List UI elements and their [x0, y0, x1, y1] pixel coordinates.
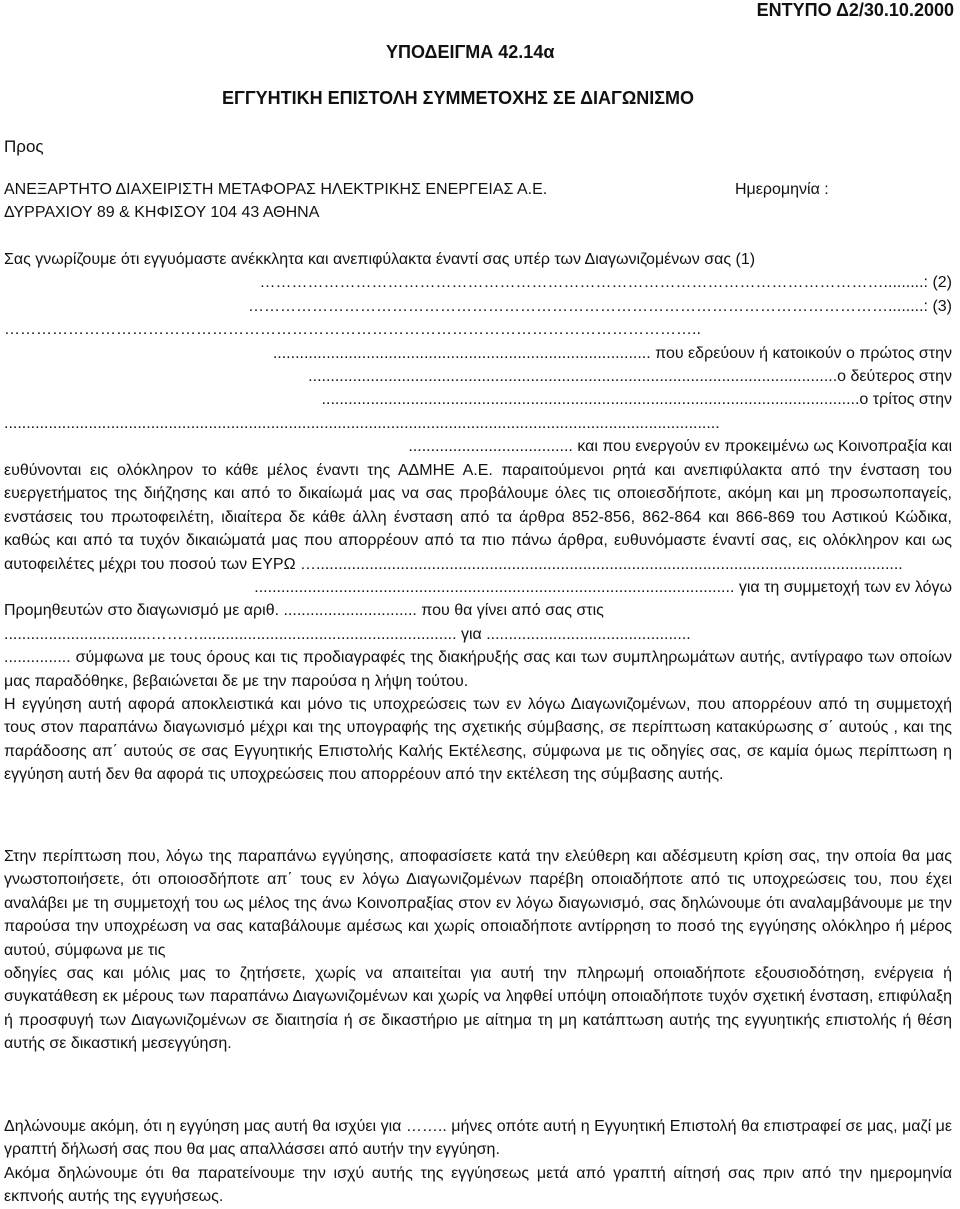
intro-line-5: ..................................................................................... που εδρεύουν ή κατοικούν ο πρώτος στην [272, 344, 952, 362]
intro-line-8: ................................................................................................................................................................. [4, 414, 720, 432]
paragraph-validity: Δηλώνουμε ακόμη, ότι η εγγύηση μας αυτή θα ισχύει για …….. μήνες οπότε αυτή η Εγγυητική Επιστολή θα επιστραφεί σε μας, μαζί με γραπτή δήλωσή σας που θα μας απαλλάσσει από αυτήν την εγγύηση. [4, 1118, 952, 1159]
paragraph-scope: Η εγγύηση αυτή αφορά αποκλειστικά και μόνο τις υποχρεώσεις των εν λόγω Διαγωνιζομένων, που απορρέουν από τη συμμετοχή τους στον παραπάνω διαγωνισμό μέχρι και της υπογραφής της σχετικής σύμβασης, σε περίπτωση κατακύρωσης σ΄ αυτούς , και της παράδοσης απ΄ αυτούς σε σας Εγγυητικής Επιστολής Καλής Εκτέλεσης, σύμφωνα με τις οδηγίες σας, σε καμία όμως περίπτωση η εγγύηση αυτή δεν θα αφορά τις υποχρεώσεις που απορρέουν από την εκτέλεση της σύμβασης αυτής. [4, 696, 952, 784]
intro-line-1: Σας γνωρίζουμε ότι εγγυόμαστε ανέκκλητα και ανεπιφύλακτα έναντί σας υπέρ των Διαγωνιζομένων σας (1) [4, 251, 756, 268]
paragraph-liability-line-d: .................................……….......................................................... για .............................................. [4, 625, 691, 643]
paragraph-payment-line-b: οδηγίες σας και μόλις μας το ζητήσετε, χωρίς να απαιτείται για αυτή την πληρωμή οποιαδήποτε εξουσιοδότηση, ενέργεια ή συγκατάθεση εκ μέρους των παραπάνω Διαγωνιζομένων και χωρίς να ληφθεί υπόψη οποιαδήποτε τυχόν σχετική ένσταση, επιφύλαξη ή προσφυγή των Διαγωνιζομένων σε διαιτησία ή σε δικαστήριο με αίτημα τη μη κατάπτωση αυτής της εγγυητικής επιστολής ή θέση αυτής σε δικαστική μεσεγγύηση. [4, 965, 952, 1053]
paragraph-liability-line-b: ............................................................................................................ για τη συμμετοχή των εν λόγω [254, 579, 952, 597]
paragraph-liability: ευθύνονται εις ολόκληρον το κάθε μέλος έναντι της ΑΔΜΗΕ Α.Ε. παραιτούμενοι ρητά και ανεπιφύλακτα από την ένσταση του ευεργετήματος της διήζησης και από το δικαίωμά μας να σας προβάλουμε όλες τις οποιεσδήποτε, ακόμη και μη προσωποπαγείς, ενστάσεις του πρωτοφειλέτη, ιδιαίτερα δε κάθε άλλη ένσταση από τα άρθρα 852-856, 862-864 και 866-869 του Αστικού Κώδικα, καθώς και από τα τυχόν δικαιώματά μας που απορρέουν από τα πιο πάνω άρθρα, ευθυνόμαστε έναντί σας, εις ολόκληρον και ως αυτοφειλέτες μέχρι του ποσού των ΕΥΡΩ ….................................................................................................................................... [4, 462, 952, 573]
intro-block [4, 248, 952, 459]
payment-block [4, 845, 952, 1056]
intro-line-2: ……………………………………………………………………………………………………….........: (2) [259, 274, 952, 292]
sample-number: ΥΠΟΔΕΙΓΜΑ 42.14α [386, 42, 555, 62]
document-title: ΕΓΓΥΗΤΙΚΗ ΕΠΙΣΤΟΛΗ ΣΥΜΜΕΤΟΧΗΣ ΣΕ ΔΙΑΓΩΝΙΣΜΟ [222, 88, 695, 108]
paragraph-liability-line-c: Προμηθευτών στο διαγωνισμό με αριθ. .............................. που θα γίνει από σας στις [4, 602, 604, 620]
date-label: Ημερομηνία : [735, 181, 829, 198]
validity-block [4, 1115, 952, 1209]
form-code: ΕΝΤΥΠΟ Δ2/30.10.2000 [756, 0, 954, 20]
intro-line-3: …………………………………………………………………………………………………………........: (3) [247, 297, 952, 315]
paragraph-payment: Στην περίπτωση που, λόγω της παραπάνω εγγύησης, αποφασίσετε κατά την ελεύθερη και αδέσμευτη κρίση σας, την οποία θα μας γνωστοποιήσετε, ότι οποιοσδήποτε απ΄ τους εν λόγω Διαγωνιζομένων παρέβη οποιαδήποτε από τις υποχρεώσεις του, που έχει αναλάβει με τη συμμετοχή του ως μέλος της άνω Κοινοπραξίας στον εν λόγω διαγωνισμό, σας δηλώνουμε ότι αναλαμβάνουμε με την παρούσα την υποχρέωση να σας καταβάλουμε αμέσως και χωρίς οποιαδήποτε αντίρρηση το ποσό της εγγύησης ολόκληρο ή μέρος αυτού, σύμφωνα με τις [4, 848, 952, 959]
recipient-address: ΔΥΡΡΑΧΙΟΥ 89 & ΚΗΦΙΣΟΥ 104 43 ΑΘΗΝΑ [4, 204, 320, 221]
paragraph-extension: Ακόμα δηλώνουμε ότι θα παρατείνουμε την ισχύ αυτής της εγγύησεως μετά από γραπτή αίτησή σας πριν από την ημερομηνία εκπνοής αυτής της εγγυήσεως. [4, 1164, 952, 1206]
intro-line-4: ………………………………………………………………………………………………………………….. [4, 321, 701, 339]
intro-line-6: .......................................................................................................................ο δεύτερος στην [308, 368, 952, 386]
body-block [4, 459, 952, 787]
recipient-name: ΑΝΕΞΑΡΤΗΤΟ ΔΙΑΧΕΙΡΙΣΤΗ ΜΕΤΑΦΟΡΑΣ ΗΛΕΚΤΡΙΚΗΣ ΕΝΕΡΓΕΙΑΣ Α.Ε. [4, 181, 548, 198]
intro-line-7: .........................................................................................................................ο τρίτος στην [321, 391, 952, 409]
paragraph-liability-line-e: ............... σύμφωνα με τους όρους και τις προδιαγραφές της διακήρυξής σας και των συμπληρωμάτων αυτής, αντίγραφο των οποίων μας παραδόθηκε, βεβαιώνεται δε με την παρούσα η λήψη τούτου. [4, 649, 952, 690]
intro-line-9: ..................................... και που ενεργούν εν προκειμένω ως Κοινοπραξία και [408, 438, 952, 456]
to-label: Προς [4, 137, 44, 156]
